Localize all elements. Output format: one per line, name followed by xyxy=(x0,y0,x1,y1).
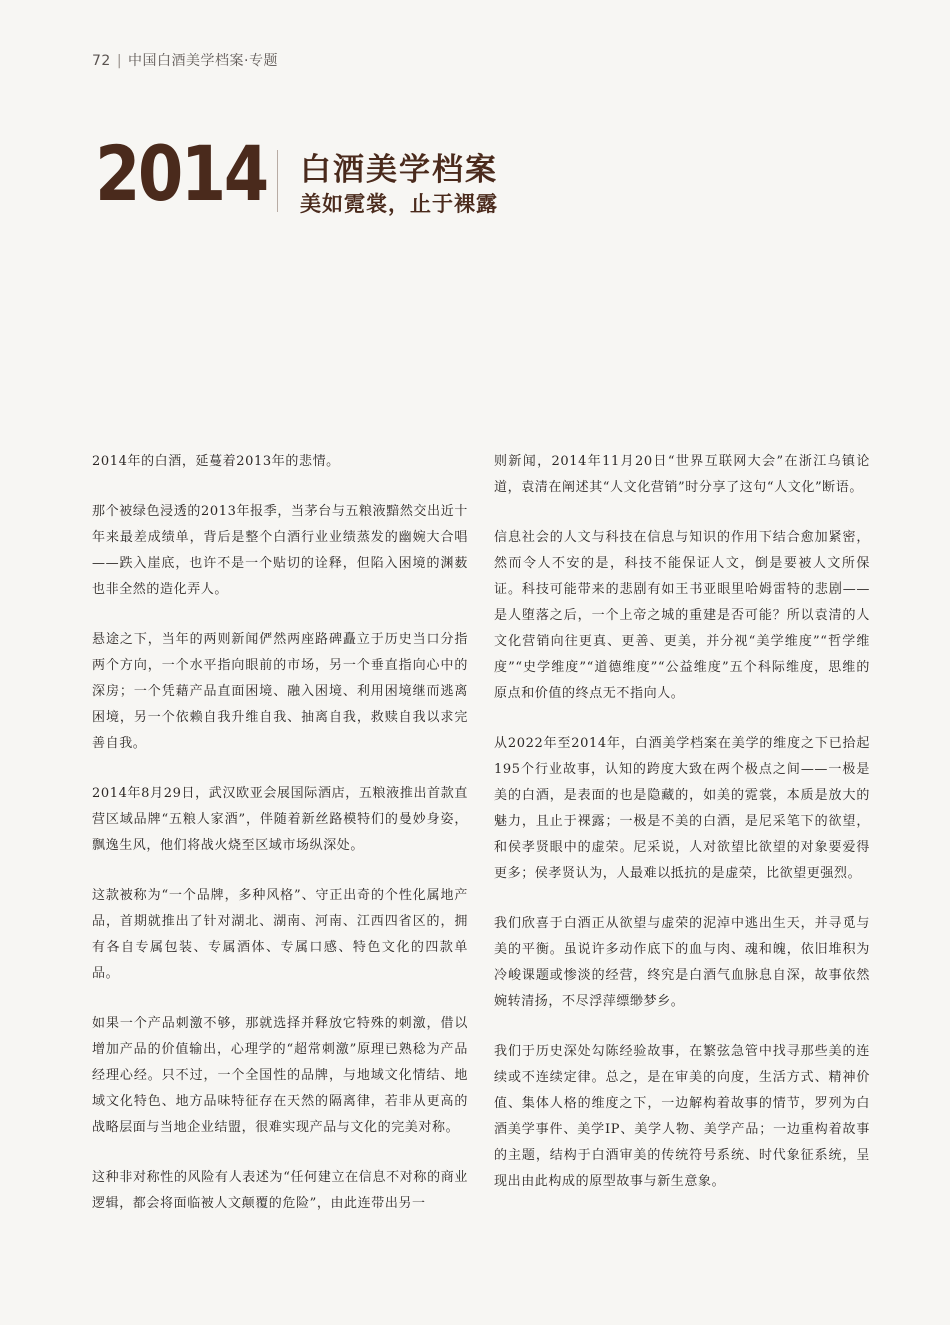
page-number: 72 xyxy=(92,53,111,69)
title-main: 白酒美学档案 xyxy=(300,152,498,188)
title-subtitle: 美如霓裳，止于裸露 xyxy=(300,192,498,216)
right-column xyxy=(494,449,870,1219)
paragraph: 2014年8月29日，武汉欧亚会展国际酒店，五粮液推出首款直营区域品牌“五粮人家酒”，伴随着新丝路模特们的曼妙身姿，飘逸生风，他们将战火烧至区域市场纵深处。 xyxy=(92,786,468,853)
header-divider: | xyxy=(116,53,123,69)
title-divider xyxy=(277,150,278,212)
paragraph: 这种非对称性的风险有人表述为“任何建立在信息不对称的商业逻辑，都会将面临被人文颠覆的危险”，由此连带出另一 xyxy=(92,1170,468,1211)
paragraph: 如果一个产品刺激不够，那就选择并释放它特殊的刺激，借以增加产品的价值输出，心理学的“超常刺激”原理已熟稔为产品经理心经。只不过，一个全国性的品牌，与地域文化情结、地域文化特色、地方品味特征存在天然的隔离律，若非从更高的战略层面与当地企业结盟，很难实现产品与文化的完美对称。 xyxy=(92,1016,468,1135)
paragraph: 我们欣喜于白酒正从欲望与虚荣的泥淖中逃出生天，并寻觅与美的平衡。虽说许多动作底下的血与肉、魂和魄，依旧堆积为冷峻课题或惨淡的经营，终究是白酒气血脉息自深，故事依然婉转清扬，不尽浮萍缥缈梦乡。 xyxy=(494,916,870,1009)
paragraph: 从2022年至2014年，白酒美学档案在美学的维度之下已拾起195个行业故事，认知的跨度大致在两个极点之间——一极是美的白酒，是表面的也是隐藏的，如美的霓裳，本质是放大的魅力，且止于裸露；一极是不美的白酒，是尼采笔下的欲望，和侯孝贤眼中的虚荣。尼采说，人对欲望比欲望的对象要爱得更多；侯孝贤认为，人最难以抵抗的是虚荣，比欲望更强烈。 xyxy=(494,736,870,881)
paragraph: 2014年的白酒，延蔓着2013年的悲情。 xyxy=(92,454,340,469)
paragraph: 信息社会的人文与科技在信息与知识的作用下结合愈加紧密，然而令人不安的是，科技不能保证人文，倒是要被人文所保证。科技可能带来的悲剧有如王书亚眼里哈姆雷特的悲剧——是人堕落之后，一个上帝之城的重建是否可能？所以袁清的人文化营销向往更真、更善、更美，并分视“美学维度”“哲学维度”“史学维度”“道德维度”“公益维度”五个科际维度，思维的原点和价值的终点无不指向人。 xyxy=(494,530,870,701)
paragraph: 则新闻，2014年11月20日“世界互联网大会”在浙江乌镇论道，袁清在阐述其“人文化营销”时分享了这句“人文化”断语。 xyxy=(494,454,870,495)
paragraph: 我们于历史深处勾陈经验故事，在繁弦急管中找寻那些美的连续或不连续定律。总之，是在审美的向度，生活方式、精神价值、集体人格的维度之下，一边解构着故事的情节，罗列为白酒美学事件、美学IP、美学人物、美学产品；一边重构着故事的主题，结构于白酒审美的传统符号系统、时代象征系统，呈现出由此构成的原型故事与新生意象。 xyxy=(494,1044,870,1189)
left-column xyxy=(92,449,468,1241)
paragraph: 悬途之下，当年的两则新闻俨然两座路碑矗立于历史当口分指两个方向，一个水平指向眼前的市场，另一个垂直指向心中的深房；一个凭藉产品直面困境、融入困境、利用困境继而逃离困境，另一个依赖自我升维自我、抽离自我，救赎自我以求完善自我。 xyxy=(92,632,468,751)
publication-title: 中国白酒美学档案·专题 xyxy=(128,53,278,69)
title-year: 2014 xyxy=(95,129,267,218)
paragraph: 那个被绿色浸透的2013年报季，当茅台与五粮液黯然交出近十年来最差成绩单，背后是整个白酒行业业绩蒸发的幽婉大合唱——跌入崖底，也许不是一个贴切的诠释，但陷入困境的渊薮也非全然的造化弄人。 xyxy=(92,504,468,597)
paragraph: 这款被称为“一个品牌，多种风格”、守正出奇的个性化属地产品，首期就推出了针对湖北、湖南、河南、江西四省区的，拥有各自专属包装、专属酒体、专属口感、特色文化的四款单品。 xyxy=(92,888,468,981)
running-header xyxy=(92,50,278,70)
